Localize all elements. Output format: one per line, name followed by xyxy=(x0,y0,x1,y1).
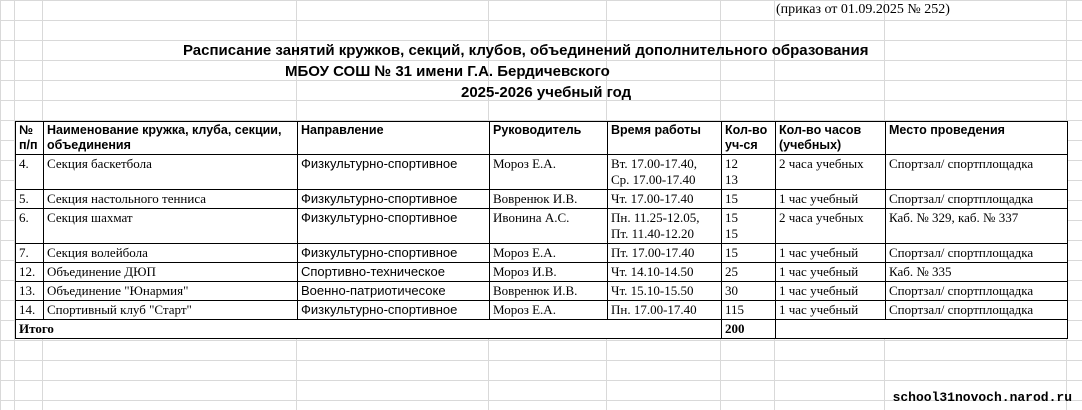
row-place: Спортзал/ спортплощадка xyxy=(886,190,1068,209)
table-row xyxy=(16,282,1068,301)
row-time-line: Пн. 11.25-12.05, xyxy=(611,210,700,225)
total-row xyxy=(16,320,1068,339)
row-num: 5. xyxy=(16,190,44,209)
row-count-line: 15 xyxy=(725,245,738,260)
row-direction: Физкультурно-спортивное xyxy=(298,209,490,244)
row-count-line: 13 xyxy=(725,172,738,187)
header-leader: Руководитель xyxy=(490,122,608,155)
watermark: school31novoch.narod.ru xyxy=(892,390,1072,405)
row-count-line: 25 xyxy=(725,264,738,279)
table-row xyxy=(16,190,1068,209)
row-place: Спортзал/ спортплощадка xyxy=(886,155,1068,190)
row-direction: Физкультурно-спортивное xyxy=(298,244,490,263)
header-place: Место проведения xyxy=(886,122,1068,155)
row-leader: Вовренюк И.В. xyxy=(490,282,608,301)
row-direction: Физкультурно-спортивное xyxy=(298,155,490,190)
header-time: Время работы xyxy=(608,122,722,155)
title-line-3: 2025-2026 учебный год xyxy=(461,84,632,101)
row-place: Спортзал/ спортплощадка xyxy=(886,282,1068,301)
row-leader: Мороз Е.А. xyxy=(490,301,608,320)
row-name: Объединение ДЮП xyxy=(44,263,298,282)
row-name: Объединение "Юнармия" xyxy=(44,282,298,301)
row-time-line: Чт. 14.10-14.50 xyxy=(611,264,694,279)
row-num: 7. xyxy=(16,244,44,263)
row-num: 4. xyxy=(16,155,44,190)
row-time-line: Вт. 17.00-17.40, xyxy=(611,156,697,171)
row-num: 12. xyxy=(16,263,44,282)
total-value: 200 xyxy=(722,320,776,339)
row-place: Спортзал/ спортплощадка xyxy=(886,244,1068,263)
row-name: Спортивный клуб "Старт" xyxy=(44,301,298,320)
row-time xyxy=(608,155,722,190)
row-leader: Вовренюк И.В. xyxy=(490,190,608,209)
row-count xyxy=(722,301,776,320)
row-name: Секция волейбола xyxy=(44,244,298,263)
row-count xyxy=(722,209,776,244)
header-row xyxy=(16,122,1068,155)
order-note: (приказ от 01.09.2025 № 252) xyxy=(776,2,950,17)
row-hours: 2 часа учебных xyxy=(776,209,886,244)
table-row xyxy=(16,155,1068,190)
row-count xyxy=(722,155,776,190)
row-time xyxy=(608,282,722,301)
row-name: Секция настольного тенниса xyxy=(44,190,298,209)
row-direction: Военно-патриотичесоке xyxy=(298,282,490,301)
row-leader: Мороз И.В. xyxy=(490,263,608,282)
row-time-line: Ср. 17.00-17.40 xyxy=(611,172,696,187)
schedule-table xyxy=(15,121,1068,339)
row-place: Каб. № 335 xyxy=(886,263,1068,282)
row-hours: 1 час учебный xyxy=(776,282,886,301)
table-row xyxy=(16,209,1068,244)
total-empty xyxy=(776,320,1068,339)
header-direction: Направление xyxy=(298,122,490,155)
row-count-line: 15 xyxy=(725,210,738,225)
row-time xyxy=(608,263,722,282)
table-row xyxy=(16,263,1068,282)
row-direction: Физкультурно-спортивное xyxy=(298,190,490,209)
row-place: Спортзал/ спортплощадка xyxy=(886,301,1068,320)
row-hours: 1 час учебный xyxy=(776,301,886,320)
row-count-line: 15 xyxy=(725,226,738,241)
row-time-line: Чт. 17.00-17.40 xyxy=(611,191,694,206)
header-count: Кол-во уч-ся xyxy=(722,122,776,155)
row-hours: 1 час учебный xyxy=(776,190,886,209)
row-count-line: 15 xyxy=(725,191,738,206)
row-time xyxy=(608,244,722,263)
header-num: № п/п xyxy=(16,122,44,155)
row-hours: 2 часа учебных xyxy=(776,155,886,190)
header-hours: Кол-во часов (учебных) xyxy=(776,122,886,155)
row-leader: Ивонина А.С. xyxy=(490,209,608,244)
row-count-line: 12 xyxy=(725,156,738,171)
row-count xyxy=(722,244,776,263)
title-line-2: МБОУ СОШ № 31 имени Г.А. Бердичевского xyxy=(285,63,610,80)
row-time xyxy=(608,301,722,320)
row-name: Секция шахмат xyxy=(44,209,298,244)
row-name: Секция баскетбола xyxy=(44,155,298,190)
row-time-line: Чт. 15.10-15.50 xyxy=(611,283,694,298)
row-time-line: Пт. 11.40-12.20 xyxy=(611,226,694,241)
row-hours: 1 час учебный xyxy=(776,263,886,282)
row-count xyxy=(722,263,776,282)
row-hours: 1 час учебный xyxy=(776,244,886,263)
row-num: 6. xyxy=(16,209,44,244)
row-count-line: 115 xyxy=(725,302,745,317)
row-time-line: Пт. 17.00-17.40 xyxy=(611,245,695,260)
total-label: Итого xyxy=(16,320,722,339)
row-count xyxy=(722,190,776,209)
row-count-line: 30 xyxy=(725,283,738,298)
row-num: 14. xyxy=(16,301,44,320)
row-time xyxy=(608,209,722,244)
row-time-line: Пн. 17.00-17.40 xyxy=(611,302,697,317)
row-direction: Физкультурно-спортивное xyxy=(298,301,490,320)
header-name: Наименование кружка, клуба, секции, объединения xyxy=(44,122,298,155)
row-direction: Спортивно-техническое xyxy=(298,263,490,282)
row-num: 13. xyxy=(16,282,44,301)
row-leader: Мороз Е.А. xyxy=(490,244,608,263)
row-place: Каб. № 329, каб. № 337 xyxy=(886,209,1068,244)
table-row xyxy=(16,244,1068,263)
row-leader: Мороз Е.А. xyxy=(490,155,608,190)
row-count xyxy=(722,282,776,301)
table-row xyxy=(16,301,1068,320)
row-time xyxy=(608,190,722,209)
title-line-1: Расписание занятий кружков, секций, клубов, объединений дополнительного образования xyxy=(183,42,869,59)
